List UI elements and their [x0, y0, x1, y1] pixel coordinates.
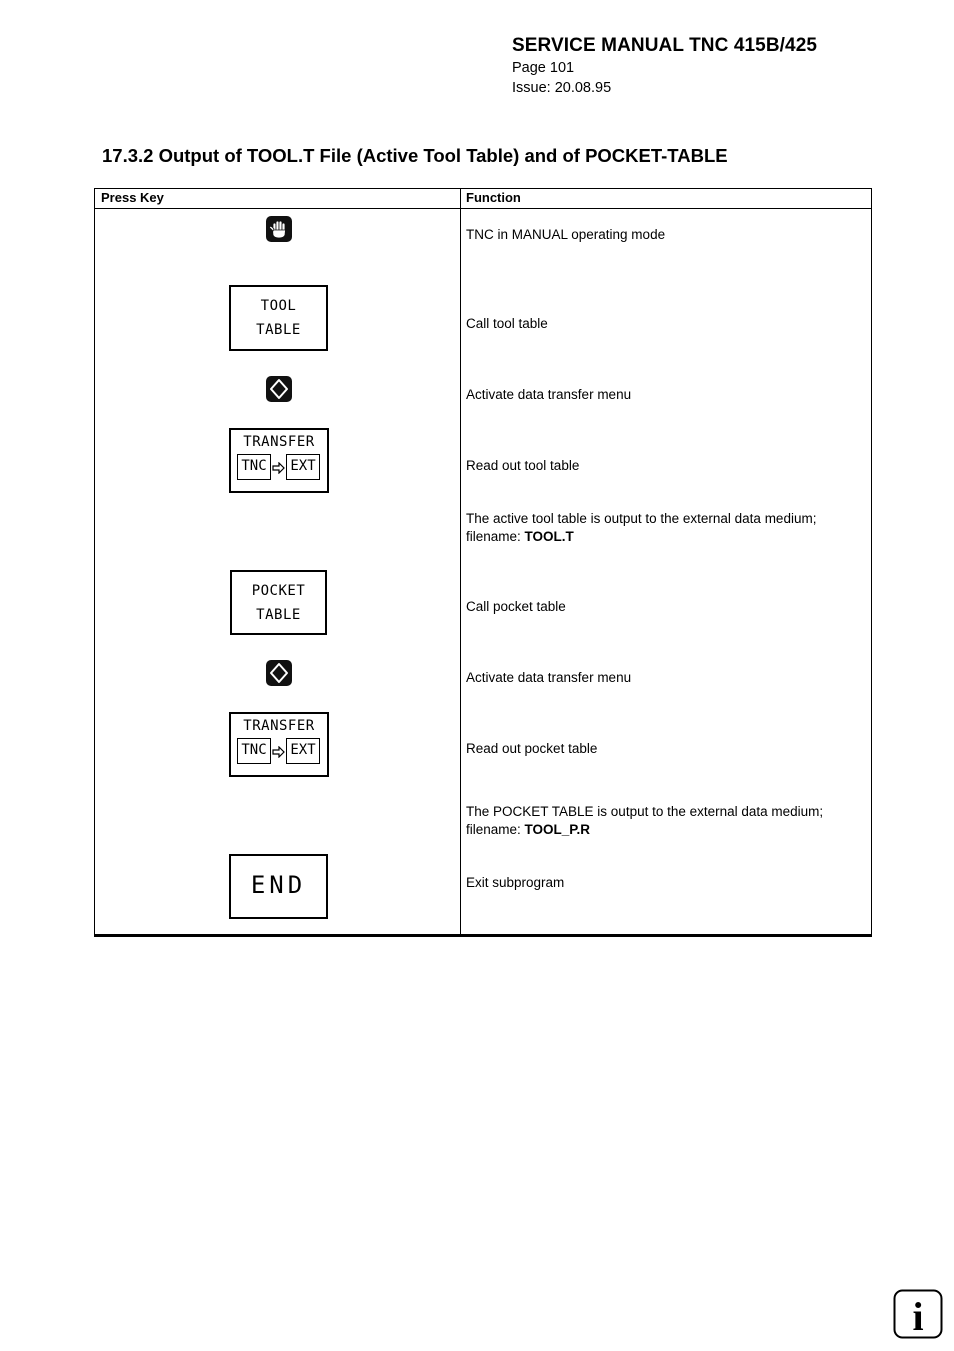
table-bottom-border	[95, 934, 871, 936]
softkey-label: TABLE	[256, 607, 301, 623]
arrow-right-icon	[272, 746, 285, 758]
function-note: The active tool table is output to the external data medium; filename: TOOL.T	[466, 511, 817, 544]
procedure-table	[94, 188, 872, 937]
function-text: Exit subprogram	[466, 875, 565, 890]
column-divider	[460, 189, 461, 936]
function-text: Call pocket table	[466, 599, 566, 614]
ext-data-transfer-icon	[265, 659, 293, 687]
softkey-label: TRANSFER	[243, 718, 315, 734]
manual-title: SERVICE MANUAL TNC 415B/425	[512, 35, 818, 56]
column-header-press-key: Press Key	[101, 190, 164, 205]
transfer-tnc-ext-softkey	[229, 428, 329, 493]
header-divider	[95, 208, 871, 209]
filename: TOOL_P.R	[524, 822, 591, 837]
softkey-label: TABLE	[256, 322, 301, 338]
transfer-tnc-ext-softkey	[229, 712, 329, 777]
svg-text:i: i	[912, 1294, 924, 1339]
function-text: Call tool table	[466, 316, 548, 331]
tnc-label: TNC	[237, 454, 271, 480]
issue-date: Issue: 20.08.95	[512, 80, 612, 96]
softkey-label: POCKET	[251, 583, 306, 599]
column-header-function: Function	[466, 190, 521, 205]
softkey-label: TRANSFER	[243, 434, 315, 450]
page-number: Page 101	[512, 60, 575, 76]
end-softkey	[229, 854, 328, 919]
section-heading: 17.3.2 Output of TOOL.T File (Active Tool Table) and of POCKET-TABLE	[102, 145, 728, 166]
page-header	[512, 34, 817, 98]
function-text: Activate data transfer menu	[466, 670, 632, 685]
manual-mode-hand-icon	[265, 215, 293, 243]
function-text: Read out pocket table	[466, 741, 598, 756]
function-text: Read out tool table	[466, 458, 580, 473]
function-note: The POCKET TABLE is output to the external data medium; filename: TOOL_P.R	[466, 804, 824, 837]
ext-label: EXT	[286, 454, 320, 480]
info-icon	[893, 1289, 943, 1339]
arrow-right-icon	[272, 462, 285, 474]
tool-table-softkey	[229, 285, 328, 351]
function-text: Activate data transfer menu	[466, 387, 632, 402]
ext-label: EXT	[286, 738, 320, 764]
pocket-table-softkey	[230, 570, 327, 635]
filename: TOOL.T	[524, 529, 574, 544]
softkey-label: TOOL	[260, 298, 297, 314]
ext-data-transfer-icon	[265, 375, 293, 403]
softkey-label: END	[250, 871, 307, 899]
tnc-label: TNC	[237, 738, 271, 764]
function-text: TNC in MANUAL operating mode	[466, 227, 666, 242]
